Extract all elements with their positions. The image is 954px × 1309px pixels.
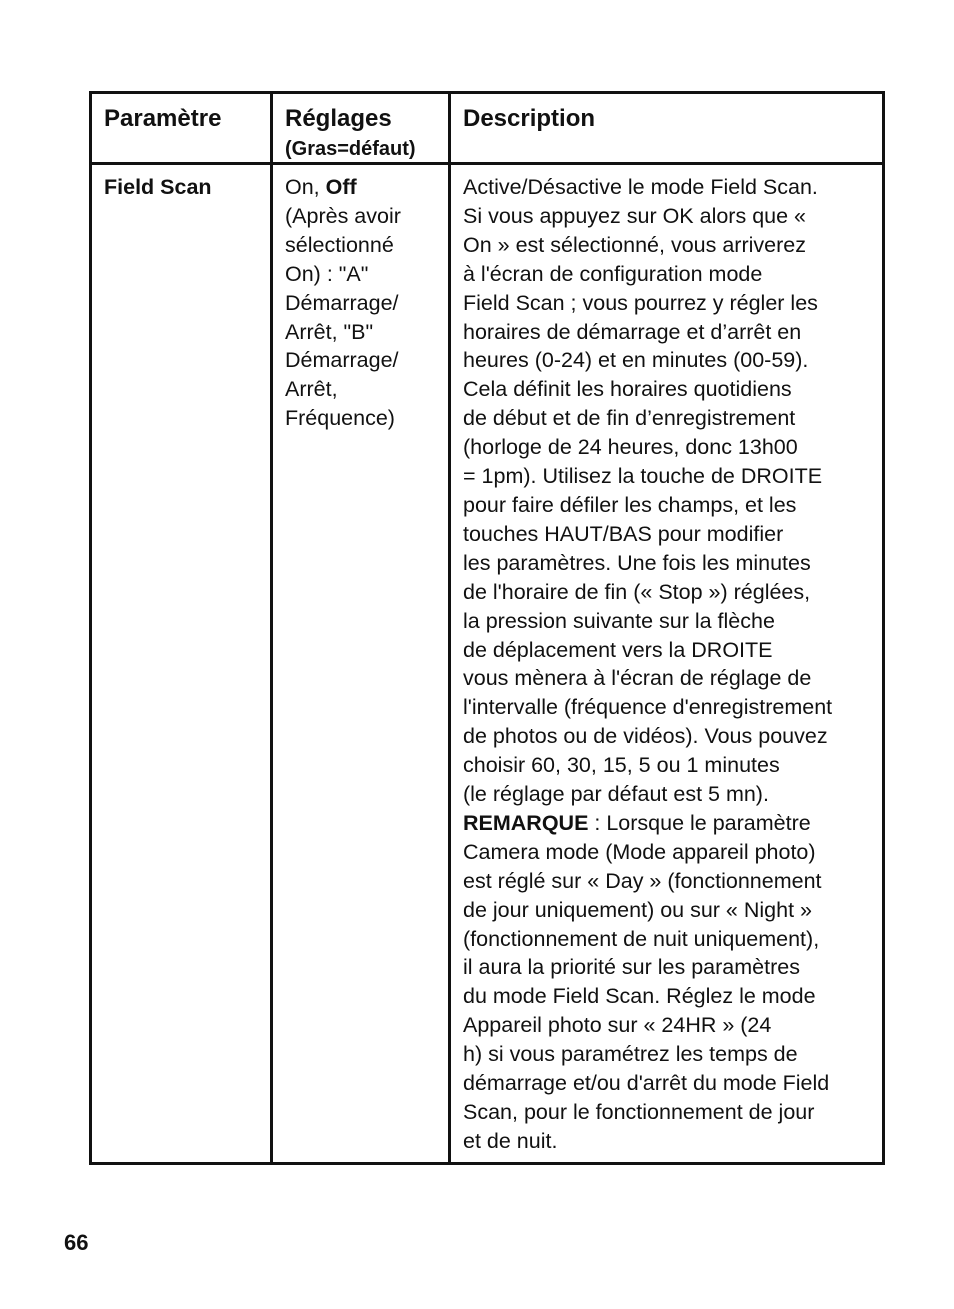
settings-lines [285, 202, 438, 433]
cell-description [450, 164, 884, 1164]
text-line: Field Scan ; vous pourrez y régler les [463, 290, 818, 315]
header-description [450, 93, 884, 164]
page-number: 66 [64, 1230, 89, 1255]
text-line: Camera mode (Mode appareil photo) [463, 839, 816, 864]
text-line: du mode Field Scan. Réglez le mode [463, 984, 816, 1009]
settings-off: Off [325, 175, 357, 199]
text-line: de début et de fin d’enregistrement [463, 406, 796, 431]
header-settings-sub: (Gras=défaut) [285, 138, 416, 160]
header-settings-label: Réglages [285, 105, 392, 132]
text-line: (Après avoir [285, 203, 401, 228]
table-header-row [91, 93, 884, 164]
text-line: de déplacement vers la DROITE [463, 637, 773, 662]
text-line: = 1pm). Utilisez la touche de DROITE [463, 464, 823, 489]
param-name: Field Scan [104, 175, 212, 199]
text-line: est réglé sur « Day » (fonctionnement [463, 868, 822, 893]
text-line: les paramètres. Une fois les minutes [463, 550, 811, 575]
text-line: vous mènera à l'écran de réglage de [463, 666, 812, 691]
text-line: horaires de démarrage et d’arrêt en [463, 319, 802, 344]
text-line: On) : "A" [285, 261, 369, 286]
text-line: Scan, pour le fonctionnement de jour [463, 1100, 815, 1124]
text-line: Si vous appuyez sur OK alors que « [463, 203, 806, 228]
table-row [91, 164, 884, 1164]
text-line: à l'écran de configuration mode [463, 261, 763, 286]
text-line: Démarrage/ [285, 290, 399, 315]
note-text [463, 838, 872, 1156]
header-settings [272, 93, 450, 164]
text-line: démarrage et/ou d'arrêt du mode Field [463, 1071, 830, 1096]
text-line: choisir 60, 30, 15, 5 ou 1 minutes [463, 753, 780, 778]
text-line: On » est sélectionné, vous arriverez [463, 232, 806, 257]
settings-default [285, 173, 438, 202]
text-line: sélectionné [285, 232, 394, 257]
header-param [91, 93, 272, 164]
text-line: Cela définit les horaires quotidiens [463, 377, 792, 402]
text-line: pour faire défiler les champs, et les [463, 492, 797, 517]
settings-on: On, [285, 175, 326, 199]
text-line: de photos ou de vidéos). Vous pouvez [463, 724, 828, 749]
text-line: touches HAUT/BAS pour modifier [463, 521, 784, 546]
cell-param [91, 164, 272, 1164]
text-line: et de nuit. [463, 1128, 558, 1153]
note-label: REMARQUE [463, 810, 589, 835]
note-first-line [463, 809, 872, 838]
text-line: Arrêt, "B" [285, 319, 374, 344]
text-line: Active/Désactive le mode Field Scan. [463, 175, 818, 199]
text-line: Fréquence) [285, 406, 395, 431]
header-description-label: Description [463, 105, 596, 132]
text-line: Arrêt, [285, 377, 338, 402]
text-line: il aura la priorité sur les paramètres [463, 955, 800, 980]
text-line: Démarrage/ [285, 348, 399, 373]
text-line: de l'horaire de fin (« Stop ») réglées, [463, 579, 811, 604]
text-line: heures (0-24) et en minutes (00-59). [463, 348, 809, 373]
text-line: (fonctionnement de nuit uniquement), [463, 926, 820, 951]
note-first-text: : Lorsque le paramètre [588, 810, 811, 835]
text-line: (le réglage par défaut est 5 mn). [463, 782, 769, 807]
text-line: (horloge de 24 heures, donc 13h00 [463, 435, 798, 460]
header-param-label: Paramètre [104, 105, 222, 132]
parameter-table [89, 91, 885, 1165]
text-line: de jour uniquement) ou sur « Night » [463, 897, 812, 922]
description-text [463, 173, 872, 809]
text-line: l'intervalle (fréquence d'enregistrement [463, 695, 833, 720]
text-line: la pression suivante sur la flèche [463, 608, 775, 633]
text-line: h) si vous paramétrez les temps de [463, 1042, 798, 1067]
cell-settings [272, 164, 450, 1164]
text-line: Appareil photo sur « 24HR » (24 [463, 1013, 772, 1038]
